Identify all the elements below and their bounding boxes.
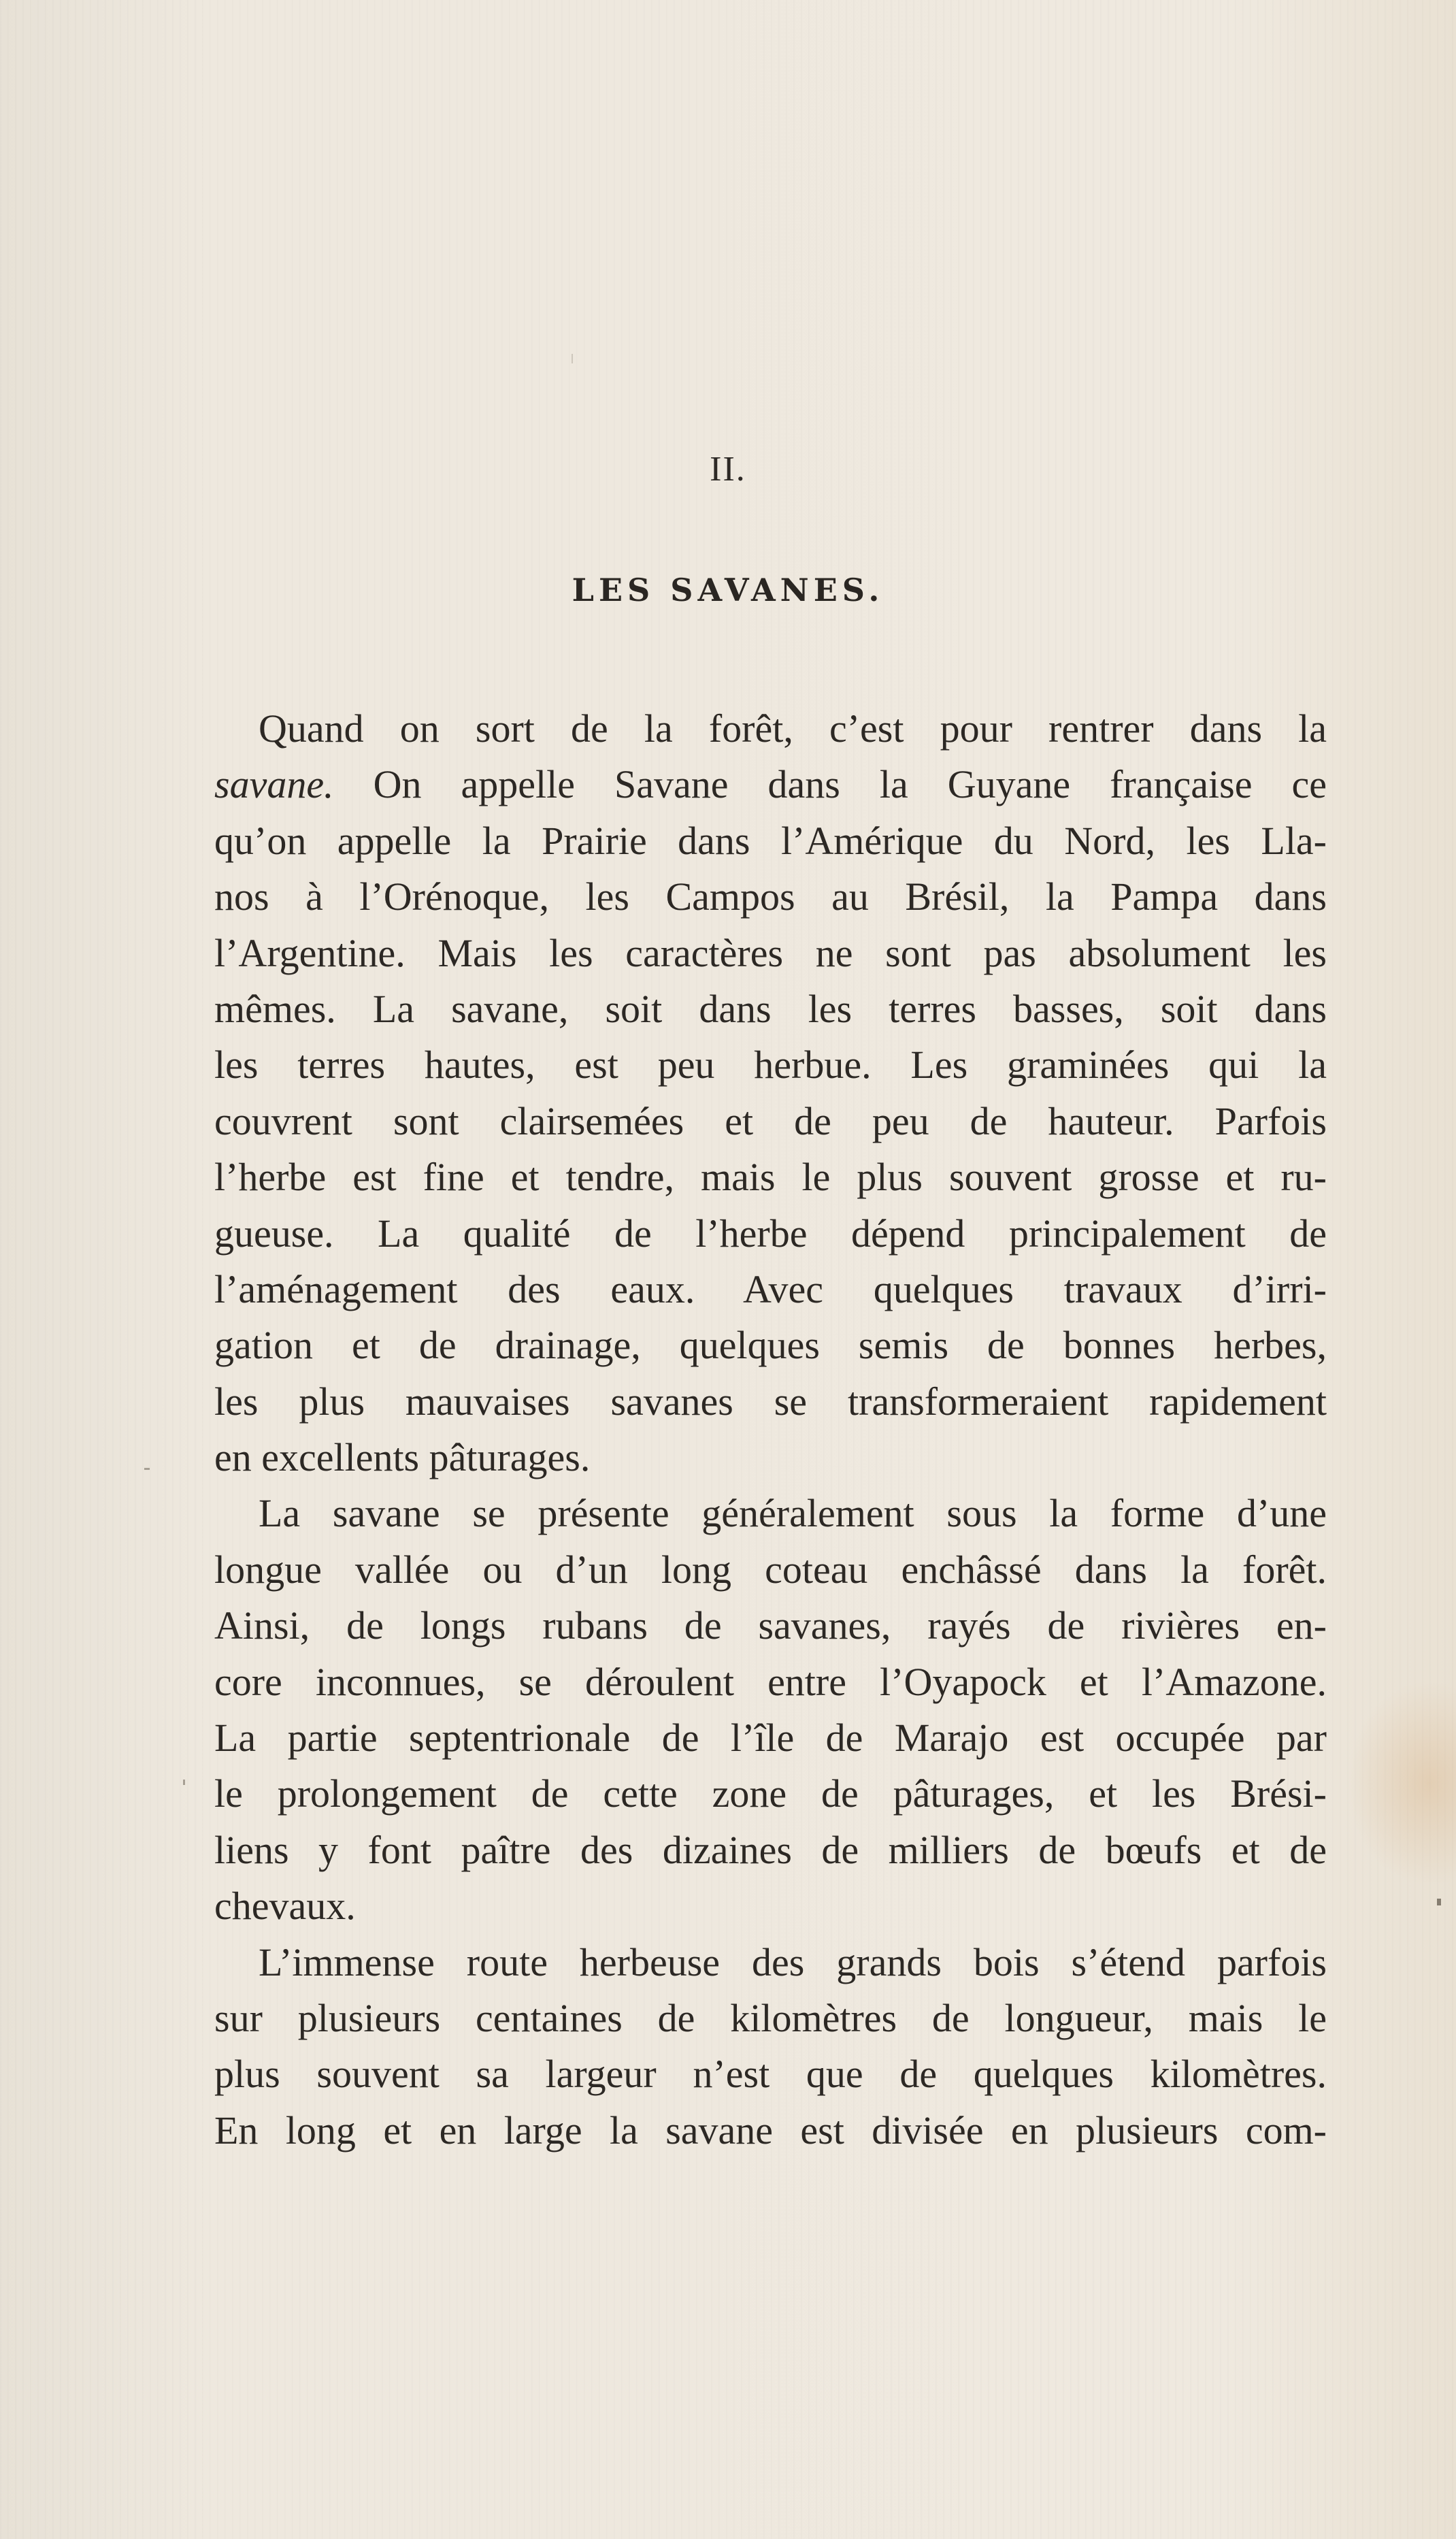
text-line: chevaux. <box>214 1884 356 1929</box>
chapter-title: LES SAVANES. <box>572 572 884 608</box>
italic-word: savane. <box>214 762 334 807</box>
paper-speck <box>1437 1899 1441 1905</box>
paragraph <box>214 1486 1327 1934</box>
text-line: mêmes. La savane, soit dans les terres basses, soit dans <box>214 986 1327 1031</box>
paper-speck <box>144 1468 150 1470</box>
text-line: Ainsi, de longs rubans de savanes, rayés de rivières en- <box>214 1603 1327 1648</box>
text-line: nos à l’Orénoque, les Campos au Brésil, la Pampa dans <box>214 874 1327 919</box>
text-line: couvrent sont clairsemées et de peu de hauteur. Parfois <box>214 1098 1327 1143</box>
text-line: en excellents pâturages. <box>214 1435 591 1480</box>
text-line: Quand on sort de la forêt, c’est pour rentrer dans la <box>259 706 1327 751</box>
text-line: les plus mauvaises savanes se transformeraient rapidement <box>214 1379 1327 1424</box>
text-line: les terres hautes, est peu herbue. Les graminées qui la <box>214 1043 1327 1087</box>
text-line: sur plusieurs centaines de kilomètres de longueur, mais le <box>214 1995 1327 2040</box>
text-line: l’herbe est fine et tendre, mais le plus souvent grosse et ru- <box>214 1155 1327 1200</box>
text-line: gueuse. La qualité de l’herbe dépend principalement de <box>214 1211 1327 1256</box>
text-line: La partie septentrionale de l’île de Marajo est occupée par <box>214 1716 1327 1760</box>
text-line: La savane se présente généralement sous la forme d’une <box>259 1491 1327 1536</box>
text-line: l’aménagement des eaux. Avec quelques travaux d’irri- <box>214 1266 1327 1311</box>
text-line: core inconnues, se déroulent entre l’Oyapock et l’Amazone. <box>214 1659 1327 1704</box>
paper-speck <box>183 1780 185 1785</box>
line-rest: On appelle Savane dans la Guyane française ce <box>333 762 1327 807</box>
text-line: gation et de drainage, quelques semis de bonnes herbes, <box>214 1323 1327 1368</box>
text-line: le prolongement de cette zone de pâturages, et les Brési- <box>214 1771 1327 1816</box>
text-line <box>214 757 1327 813</box>
text-line: L’immense route herbeuse des grands bois s’étend parfois <box>259 1939 1327 1984</box>
text-line: qu’on appelle la Prairie dans l’Amérique du Nord, les Lla- <box>214 818 1327 863</box>
paragraph <box>214 701 1327 1486</box>
text-line: liens y font paître des dizaines de milliers de bœufs et de <box>214 1827 1327 1872</box>
text-line: l’Argentine. Mais les caractères ne sont pas absolument les <box>214 930 1327 975</box>
text-line: plus souvent sa largeur n’est que de quelques kilomètres. <box>214 2052 1327 2097</box>
text-line: longue vallée ou d’un long coteau enchâssé dans la forêt. <box>214 1547 1327 1592</box>
body-text <box>214 701 1327 2159</box>
paper-speck <box>572 354 573 363</box>
chapter-number: II. <box>710 450 746 489</box>
text-line: En long et en large la savane est divisée en plusieurs com- <box>214 2108 1327 2152</box>
paragraph <box>214 1935 1327 2159</box>
